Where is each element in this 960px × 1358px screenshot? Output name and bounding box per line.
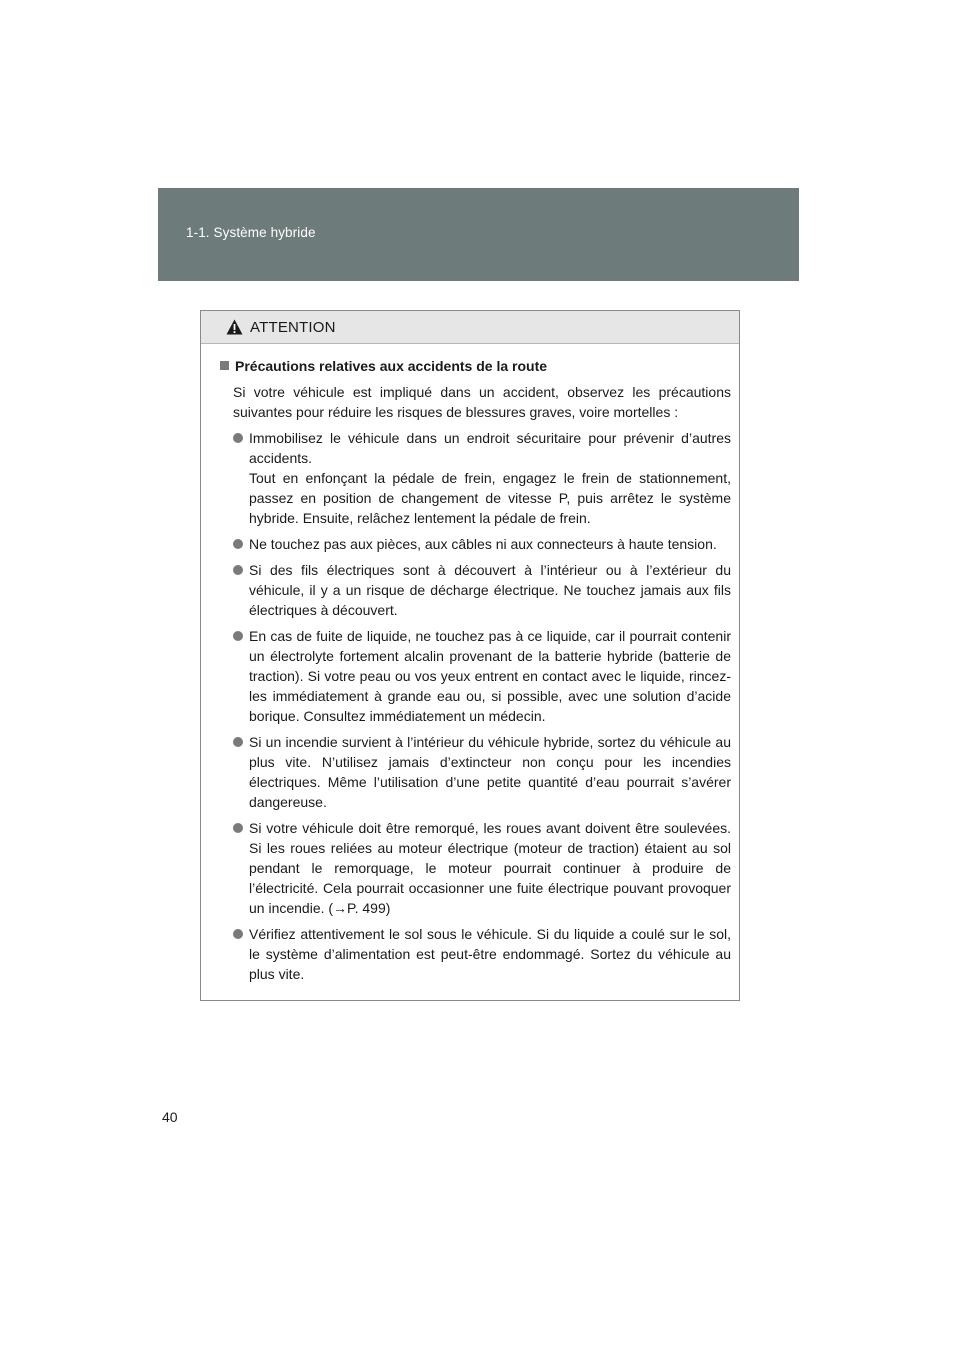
warning-box [200,310,740,1001]
circle-bullet-icon [233,929,243,939]
circle-bullet-icon [233,565,243,575]
list-item [233,732,731,812]
circle-bullet-icon [233,631,243,641]
list-item-text: Si un incendie survient à l’intérieur du véhicule hybride, sortez du véhicule au plus vite. N’utilisez jamais d’extincteur non conçu pour les incendies électriques. Même l’utilisation d’une petite quantité d’eau pourrait s’avérer dangereuse. [249,734,731,810]
list-item [233,924,731,984]
warning-header [201,311,739,344]
page-number: 40 [162,1109,178,1125]
list-item-text-continued: Tout en enfonçant la pédale de frein, engagez le frein de stationnement, passez en position de changement de vitesse P, puis arrêtez le système hybride. Ensuite, relâchez lentement la pédale de frein. [249,470,731,526]
warning-body [201,344,739,984]
list-item [233,560,731,620]
warning-title: ATTENTION [250,318,336,336]
circle-bullet-icon [233,539,243,549]
circle-bullet-icon [233,433,243,443]
list-item-text: Si votre véhicule doit être remorqué, les roues avant doivent être soulevées. Si les roues reliées au moteur électrique (moteur de traction) étaient au sol pendant le remorquage, le moteur pourrait continuer à produire de l’électricité. Cela pourrait occasionner une fuite électrique pouvant provoquer un incendie. (→P. 499) [249,820,731,916]
chapter-header-band [158,188,799,281]
list-item-text: Ne touchez pas aux pièces, aux câbles ni aux connecteurs à haute tension. [249,536,717,552]
circle-bullet-icon [233,823,243,833]
section-heading [220,356,731,376]
warning-triangle-icon [226,319,243,335]
intro-paragraph: Si votre véhicule est impliqué dans un accident, observez les précautions suivantes pour réduire les risques de blessures graves, voire mortelles : [233,384,731,420]
list-item [233,818,731,918]
list-item-text: En cas de fuite de liquide, ne touchez pas à ce liquide, car il pourrait contenir un électrolyte fortement alcalin provenant de la batterie hybride (batterie de traction). Si votre peau ou vos yeux entrent en contact avec le liquide, rincez-les immédiatement à grande eau ou, si possible, avec une solution d’acide borique. Consultez immédiatement un médecin. [249,628,731,724]
list-item-text: Vérifiez attentivement le sol sous le véhicule. Si du liquide a coulé sur le sol, le système d’alimentation est peut-être endommagé. Sortez du véhicule au plus vite. [249,926,731,982]
square-bullet-icon [220,361,229,370]
section-label: 1-1. Système hybride [186,225,316,240]
list-item [233,428,731,528]
section-heading-text: Précautions relatives aux accidents de la route [235,358,548,374]
list-item-text: Si des fils électriques sont à découvert à l’intérieur ou à l’extérieur du véhicule, il y a un risque de décharge électrique. Ne touchez jamais aux fils électriques à découvert. [249,562,731,618]
list-item [233,534,731,554]
circle-bullet-icon [233,737,243,747]
list-item [233,626,731,726]
list-item-text: Immobilisez le véhicule dans un endroit sécuritaire pour prévenir d’autres accidents. [249,430,731,466]
